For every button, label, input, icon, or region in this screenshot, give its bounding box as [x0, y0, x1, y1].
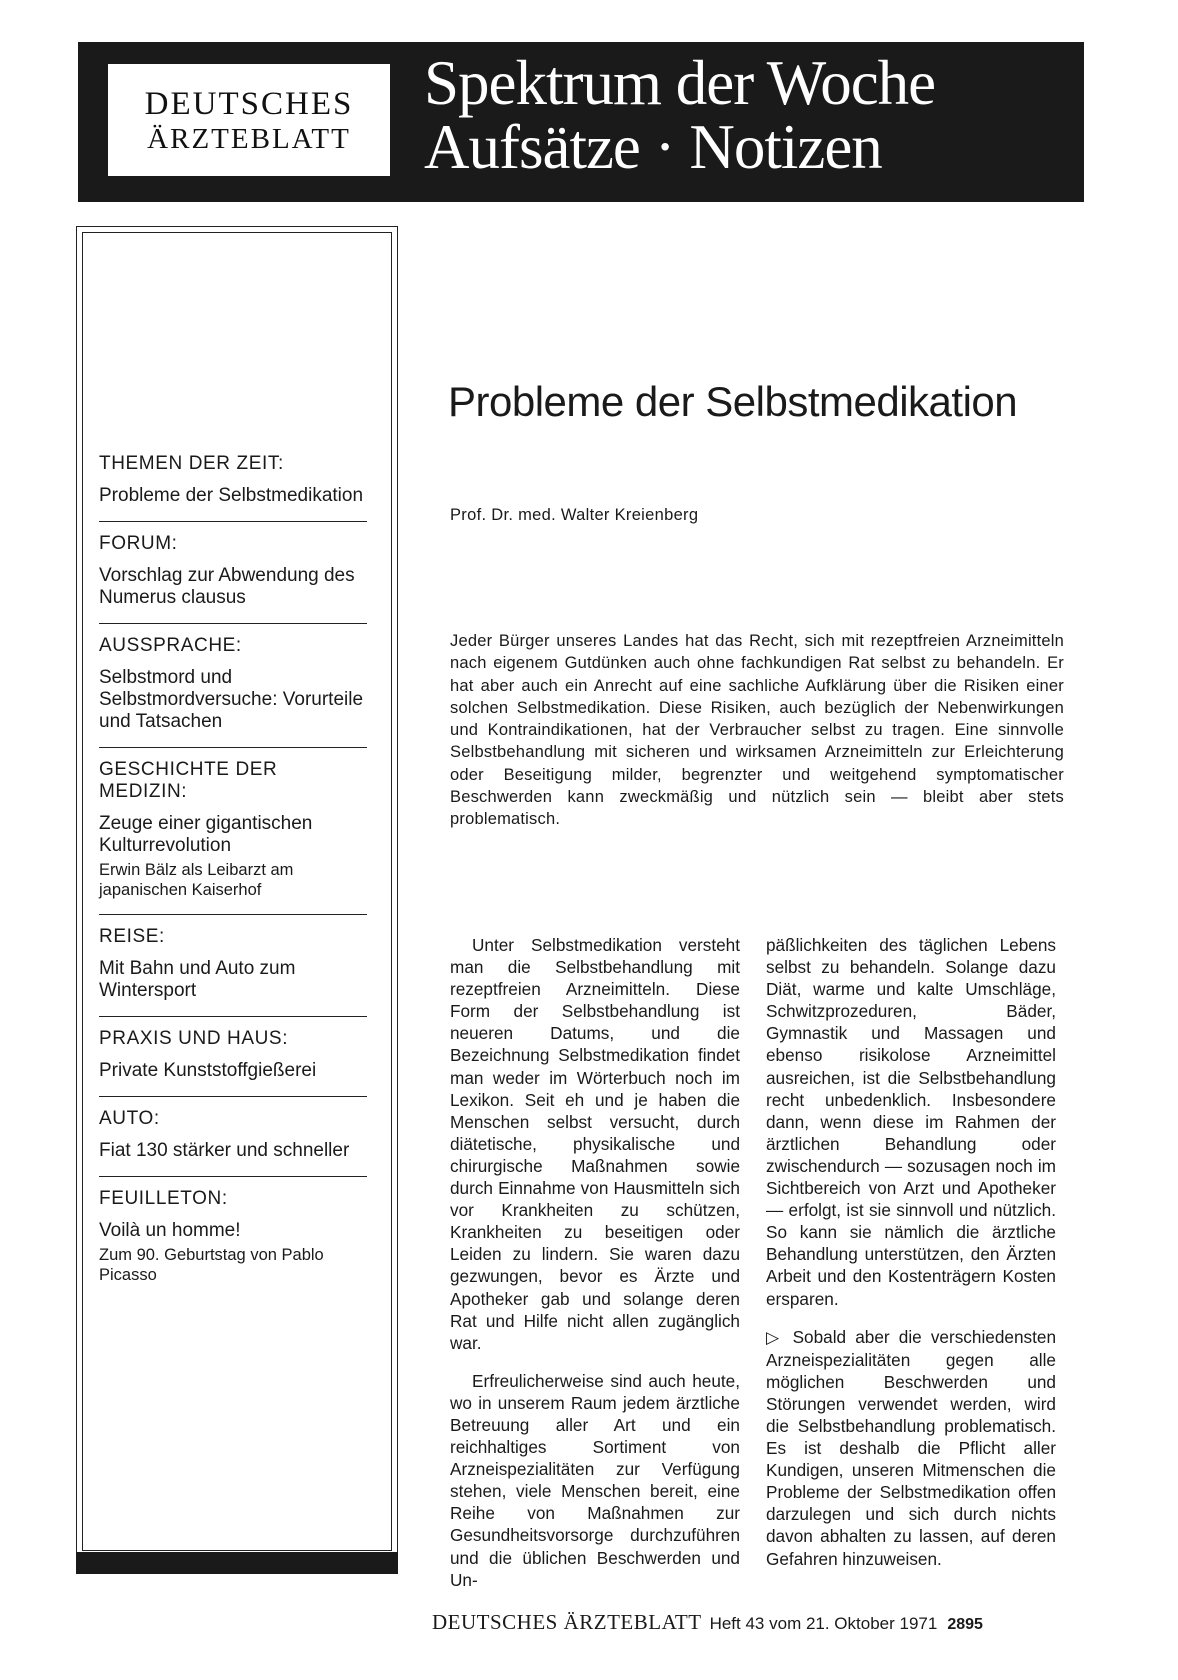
article-title: Probleme der Selbstmedikation	[448, 378, 1018, 425]
toc-item: Probleme der Selbstmedikation	[99, 485, 364, 506]
paragraph	[766, 1326, 1056, 1570]
toc-category: AUSSPRACHE:	[99, 635, 242, 656]
logo-line2: ÄRZTEBLATT	[147, 123, 351, 155]
paragraph: Erfreulicherweise sind auch heute, wo in unserem Raum jedem ärztliche Betreuung aller Art und ein reichhaltiges Sortiment von Arzneispezialitäten zur Verfügung stehen, viele Menschen bereit, eine Reihe von Maßnahmen zur Gesundheitsvorsorge durchzuführen und die üblichen Beschwerden und Un-	[450, 1370, 740, 1590]
article-column-2	[766, 934, 1056, 1586]
toc-subitem: Erwin Bälz als Leibarzt am japanischen Kaiserhof	[99, 861, 294, 899]
journal-logo	[108, 64, 390, 176]
toc-subitem: Zum 90. Geburtstag von Pablo Picasso	[99, 1246, 324, 1284]
table-of-contents	[99, 453, 367, 1299]
toc-section	[99, 624, 367, 748]
paragraph: Unter Selbstmedikation versteht man die Selbstbehandlung mit rezeptfreien Arzneimitteln. Diese Form der Selbstbehandlung ist neueren Datums, und die Bezeichnung Selbstmedikation findet man weder im Wörterbuch noch im Lexikon. Seit eh und je haben die Menschen selbst versucht, durch diätetische, physikalische und chirurgische Maßnahmen sowie durch Einnahme von Hausmitteln sich vor Krankheiten zu schützen, Krankheiten zu beseitigen oder Leiden zu lindern. Sie waren dazu gezwungen, bevor es Ärzte und Apotheker gab und solange deren Rat und Hilfe nicht allen zugänglich war.	[450, 935, 740, 1353]
article-author: Prof. Dr. med. Walter Kreienberg	[450, 506, 699, 524]
toc-item: Selbstmord und Selbstmordversuche: Vorurteile und Tatsachen	[99, 667, 364, 732]
page-number: 2895	[947, 1616, 983, 1633]
toc-item: Zeuge einer gigantischen Kulturrevolution	[99, 813, 313, 856]
toc-section	[99, 915, 367, 1017]
toc-section	[99, 748, 367, 915]
footer-journal: DEUTSCHES ÄRZTEBLATT	[432, 1610, 702, 1634]
article-column-1	[450, 934, 740, 1607]
toc-item: Vorschlag zur Abwendung des Numerus clausus	[99, 565, 355, 608]
toc-category: AUTO:	[99, 1108, 160, 1129]
toc-section	[99, 1097, 367, 1177]
triangle-marker-icon: ▷	[766, 1327, 784, 1347]
page-footer	[432, 1610, 1084, 1638]
toc-item: Private Kunststoffgießerei	[99, 1060, 317, 1081]
toc-section	[99, 522, 367, 624]
toc-category: FORUM:	[99, 533, 178, 554]
toc-category: PRAXIS UND HAUS:	[99, 1028, 289, 1049]
footer-issue: Heft 43 vom 21. Oktober 1971	[709, 1614, 938, 1633]
article-abstract: Jeder Bürger unseres Landes hat das Recht, sich mit rezeptfreien Arzneimitteln nach eigenem Gutdünken auch ohne fachkundigen Rat selbst zu behandeln. Er hat aber auch ein Anrecht auf eine sachliche Aufklärung über die Risiken einer solchen Selbstmedikation. Diese Risiken, auch bezüglich der Nebenwirkungen und Kontraindikationen, hat der Verbraucher selbst zu tragen. Eine sinnvolle Selbstbehandlung mit sicheren und wirksamen Arzneimitteln zur Erleichterung oder Beseitigung milder, begrenzter und weitgehend symptomatischer Beschwerden kann zweckmäßig und nützlich sein — bleibt aber stets problematisch.	[450, 632, 1064, 829]
toc-section	[99, 453, 367, 522]
toc-category: THEMEN DER ZEIT:	[99, 453, 284, 474]
paragraph: päßlichkeiten des täglichen Lebens selbst zu behandeln. Solange dazu Diät, warme und kalte Umschläge, Schwitzprozeduren, Bäder, Gymnastik und Massagen und ebenso risikolose Arzneimittel ausreichen, ist die Selbstbehandlung recht unbedenklich. Insbesondere dann, wenn diese im Rahmen der ärztlichen Behandlung oder zwischendurch — sozusagen noch im Sichtbereich von Arzt und Apotheker — erfolgt, ist sie sinnvoll und nützlich. So kann sie nämlich die ärztliche Behandlung unterstützen, den Ärzten Arbeit und den Kostenträgern Kosten ersparen.	[766, 935, 1056, 1309]
toc-item: Fiat 130 stärker und schneller	[99, 1140, 350, 1161]
logo-line1: DEUTSCHES	[144, 86, 354, 122]
contents-sidebar	[76, 226, 398, 1574]
toc-section	[99, 1017, 367, 1097]
toc-item: Mit Bahn und Auto zum Wintersport	[99, 958, 296, 1001]
section-title: Spektrum der Woche	[424, 48, 936, 118]
sidebar-bottom-bar	[76, 1552, 398, 1574]
toc-section	[99, 1177, 367, 1299]
toc-category: FEUILLETON:	[99, 1188, 228, 1209]
toc-category: REISE:	[99, 926, 165, 947]
section-subtitle: Aufsätze · Notizen	[424, 112, 882, 182]
header-banner	[78, 42, 1084, 202]
toc-category: GESCHICHTE DER MEDIZIN:	[99, 759, 278, 802]
paragraph-text: Sobald aber die verschiedensten Arzneispezialitäten gegen alle möglichen Beschwerden und Störungen verwendet werden, wird die Selbstbehandlung problematisch. Es ist deshalb die Pflicht aller Kundigen, unseren Mitmenschen die Probleme der Selbstmedikation offen darzulegen und sich durch nichts davon abhalten zu lassen, auf deren Gefahren hinzuweisen.	[766, 1326, 1056, 1569]
toc-item: Voilà un homme!	[99, 1220, 241, 1241]
